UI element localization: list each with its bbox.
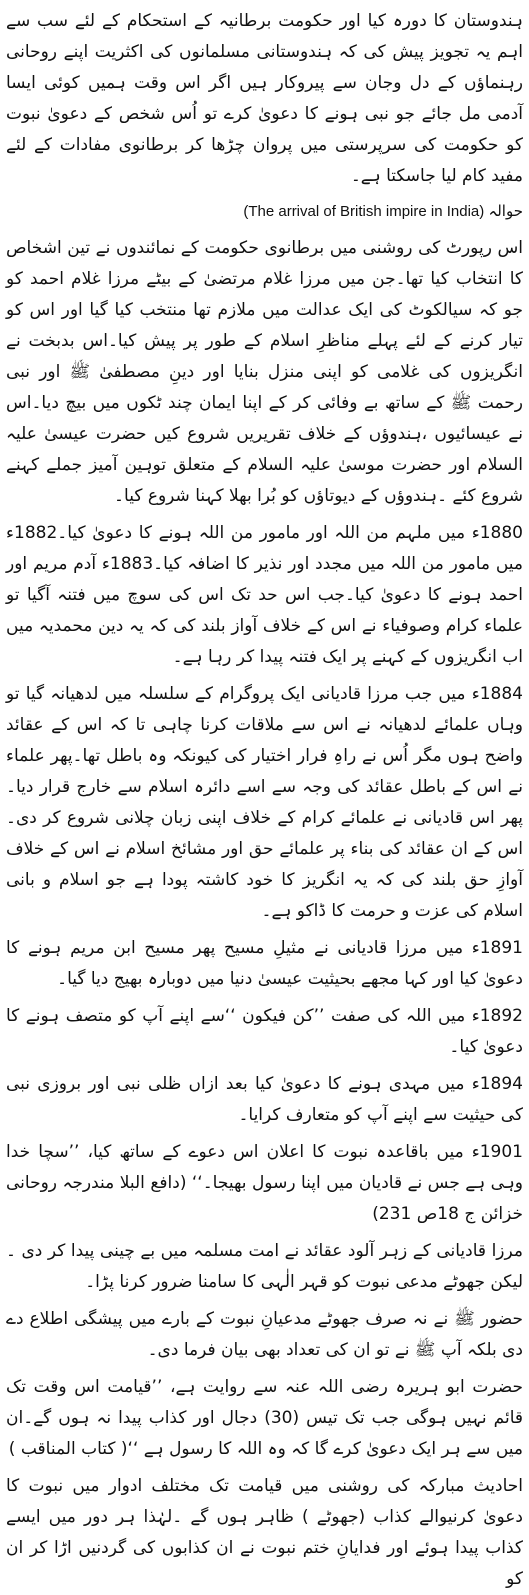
reference-label: حوالہ: [488, 202, 523, 220]
paragraph: 1891ء میں مرزا قادیانی نے مثیلِ مسیح پھر مسیح ابن مریم ہونے کا دعویٰ کیا اور کہا مجھے بحیثیت عیسیٰ دنیا میں دوبارہ بھیج دیا گیا۔: [6, 938, 523, 989]
paragraph: 1884ء میں جب مرزا قادیانی ایک پروگرام کے سلسلہ میں لدھیانہ گیا تو وہاں علمائے لدھیانہ نے اس سے ملاقات کرنا چاہی تا کہ اس کے عقائد واضح ہوں مگر اُس نے راہِ فرار اختیار کی کیونکہ وہ باطل تھا۔پھر علماء نے اس کے باطل عقائد کی وجہ سے اسے دائرہ اسلام سے خارج قرار دیا۔پھر اس قادیانی نے علمائے کرام کے خلاف اپنی زبان چلانی شروع کر دی۔اس کے ان عقائد کی بناء پر علمائے حق اور مشائخ اسلام نے اس کے خلاف آوازِ حق بلند کی کہ یہ انگریز کا خود کاشتہ پودا ہے جو اسلام و بانی اسلام کی عزت و حرمت کا ڈاکو ہے۔: [6, 684, 523, 921]
reference-line: [6, 198, 523, 225]
paragraph: 1901ء میں باقاعدہ نبوت کا اعلان اس دعوے کے ساتھ کیا، ’’سچا خدا وہی ہے جس نے قادیان میں اپنا رسول بھیجا۔‘‘ (دافع البلا مندرجہ روحانی خزائن ج 18ص 231): [6, 1142, 523, 1224]
paragraph: 1892ء میں اللہ کی صفت ’’کن فیکون ‘‘سے اپنے آپ کو متصف ہونے کا دعویٰ کیا۔: [6, 1006, 523, 1057]
paragraph: ہندوستان کا دورہ کیا اور حکومت برطانیہ کے استحکام کے لئے سب سے اہم یہ تجویز پیش کی کہ ہندوستانی مسلمانوں کی اکثریت اپنے روحانی رہنماؤں کے دل وجان سے پیروکار ہیں اگر اس وقت ہمیں کوئی ایسا آدمی مل جائے جو نبی ہونے کا دعویٰ کرے تو اُس شخص کے دعویٰ نبوت کو حکومت کی سرپرستی میں پروان چڑھا کر برطانوی مفادات کے لئے مفید کام لیا جاسکتا ہے۔: [6, 11, 523, 186]
paragraph: حضور ﷺ نے نہ صرف جھوٹے مدعیانِ نبوت کے بارے میں پیشگی اطلاع دے دی بلکہ آپ ﷺ نے تو ان کی تعداد بھی بیان فرما دی۔: [6, 1309, 523, 1360]
paragraph: اس رپورٹ کی روشنی میں برطانوی حکومت کے نمائندوں نے تین اشخاص کا انتخاب کیا تھا۔جن میں مرزا غلام مرتضیٰ کے بیٹے مرزا غلام احمد کو جو کہ سیالکوٹ کی ایک عدالت میں ملازم تھا منتخب کیا گیا اور اس کو تیار کرنے کے لئے پہلے مناظرِ اسلام کے طور پر پیش کیا۔اس بدبخت نے انگریزوں کی غلامی کو اپنی منزل بنایا اور دینِ مصطفیٰ ﷺ اور نبی رحمت ﷺ کے ساتھ بے وفائی کر کے اپنا ایمان چند ٹکوں میں بیچ دیا۔اس نے عیسائیوں ،ہندوؤں کے خلاف تقریریں شروع کیں حضرت عیسیٰ علیہ السلام اور حضرت موسیٰ علیہ السلام کے متعلق توہین آمیز جملے کہنے شروع کئے ۔ہندوؤں کے دیوتاؤں کو بُرا بھلا کہنا شروع کیا۔: [6, 238, 523, 506]
reference-source: (The arrival of British impire in India): [243, 203, 485, 220]
paragraph: احادیث مبارکہ کی روشنی میں قیامت تک مختلف ادوار میں نبوت کا دعویٰ کرنیوالے کذاب (جھوٹے ) ظاہر ہوں گے ۔لہٰذا ہر دور میں ایسے کذاب پیدا ہوئے اور فدایانِ ختم نبوت نے ان کذابوں کی گردنیں اڑا کر ان کو: [6, 1476, 523, 1589]
paragraph: مرزا قادیانی کے زہر آلود عقائد نے امت مسلمہ میں بے چینی پیدا کر دی ۔لیکن جھوٹے مدعی نبوت کو قہر الٰہی کا سامنا ضرور کرنا پڑا۔: [6, 1241, 523, 1292]
paragraph: 1880ء میں ملہم من اللہ اور مامور من اللہ ہونے کا دعویٰ کیا۔1882ء میں مامور من اللہ میں مجدد اور نذیر کا اضافہ کیا۔1883ء آدم مریم اور احمد ہونے کا دعویٰ کیا۔جب اس حد تک اس کی سوچ میں فتنہ آگیا تو علماء کرام وصوفیاء نے اس کے خلاف آواز بلند کی کہ یہ دین محمدیہ میں اب انگریزوں کے کہنے پر ایک فتنہ پیدا کر رہا ہے۔: [6, 523, 524, 667]
paragraph: حضرت ابو ہریرہ رضی اللہ عنہ سے روایت ہے، ’’قیامت اس وقت تک قائم نہیں ہوگی جب تک تیس (30) دجال اور کذاب پیدا نہ ہوں گے۔ان میں سے ہر ایک دعویٰ کرے گا کہ وہ اللہ کا رسول ہے ‘‘( کتاب المناقب ): [6, 1377, 524, 1459]
paragraph: 1894ء میں مہدی ہونے کا دعویٰ کیا بعد ازاں ظلی نبی اور بروزی نبی کی حیثیت سے اپنے آپ کو متعارف کرایا۔: [6, 1074, 523, 1125]
